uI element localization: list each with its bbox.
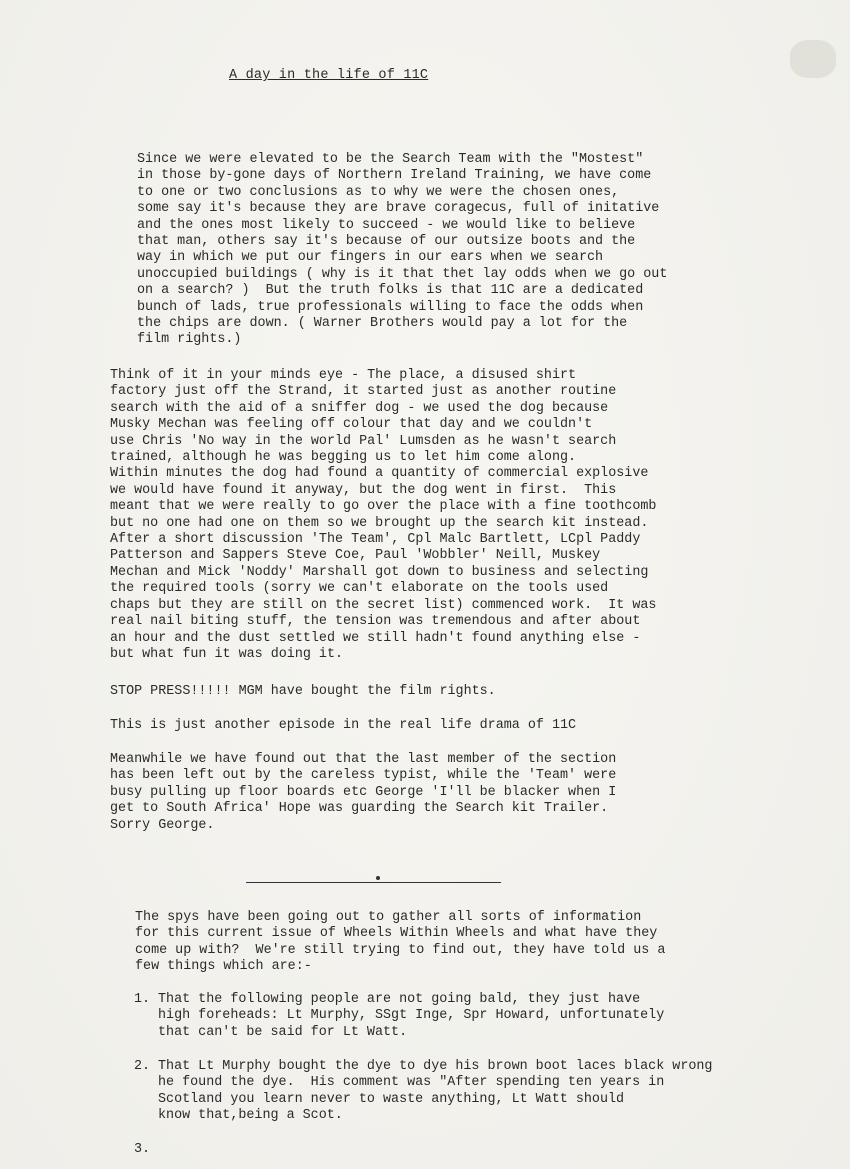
- list-number: 2.: [134, 1059, 151, 1074]
- paragraph-story: [110, 368, 656, 663]
- text-line: that can't be said for Lt Watt.: [158, 1024, 408, 1040]
- text-line: unoccupied buildings ( why is it that thet lay odds when we go out: [137, 266, 668, 282]
- text-line: Think of it in your minds eye - The place, a disused shirt: [110, 368, 577, 383]
- text-line: That Lt Murphy bought the dye to dye his brown boot laces black wrong: [158, 1059, 713, 1074]
- text-line: few things which are:-: [135, 959, 312, 975]
- paragraph-george: [110, 752, 616, 834]
- section-divider: [246, 882, 501, 883]
- paragraph-intro: [137, 152, 667, 349]
- text-line: high foreheads: Lt Murphy, SSgt Inge, Spr Howard, unfortunately: [158, 1008, 665, 1024]
- text-line: but what fun it was doing it.: [110, 646, 344, 662]
- list-number-trailing: 3.: [134, 1142, 151, 1157]
- text-line: search with the aid of a sniffer dog - we used the dog because: [110, 400, 609, 416]
- text-line: an hour and the dust settled we still hadn't found anything else -: [110, 630, 641, 646]
- text-line: but no one had one on them so we brought up the search kit instead.: [110, 515, 649, 531]
- text-line: meant that we were really to go over the place with a fine toothcomb: [110, 499, 657, 515]
- ink-smudge: [790, 40, 836, 78]
- text-line: Sorry George.: [110, 817, 215, 833]
- text-line: The spys have been going out to gather all sorts of information: [135, 910, 642, 925]
- text-line: the chips are down. ( Warner Brothers would pay a lot for the: [137, 316, 628, 332]
- text-line: for this current issue of Wheels Within Wheels and what have they: [135, 926, 658, 942]
- text-line: he found the dye. His comment was "After spending ten years in: [158, 1075, 665, 1091]
- text-line: real nail biting stuff, the tension was tremendous and after about: [110, 614, 641, 630]
- page-title: A day in the life of 11C: [229, 68, 429, 83]
- text-line: has been left out by the careless typist, while the 'Team' were: [110, 768, 617, 784]
- text-line: factory just off the Strand, it started just as another routine: [110, 384, 617, 400]
- text-line: get to South Africa' Hope was guarding the Search kit Trailer.: [110, 801, 609, 817]
- text-line: in those by-gone days of Northern Ireland Training, we have come: [137, 168, 652, 184]
- text-line: that man, others say it's because of our outsize boots and the: [137, 234, 636, 250]
- text-line: After a short discussion 'The Team', Cpl Malc Bartlett, LCpl Paddy: [110, 532, 641, 548]
- text-line: way in which we put our fingers in our ears when we search: [137, 250, 604, 266]
- text-line: come up with? We're still trying to find out, they have told us a: [135, 942, 666, 958]
- list-item-body: [158, 1059, 712, 1125]
- text-line: That the following people are not going bald, they just have: [158, 992, 641, 1007]
- text-line: on a search? ) But the truth folks is that 11C are a dedicated: [137, 283, 644, 299]
- paragraph-spys: [135, 910, 665, 976]
- list-number: 1.: [134, 992, 151, 1007]
- text-line: busy pulling up floor boards etc George 'I'll be blacker when I: [110, 784, 617, 800]
- text-line: Meanwhile we have found out that the last member of the section: [110, 752, 617, 767]
- text-line: Within minutes the dog had found a quantity of commercial explosive: [110, 466, 649, 482]
- text-line: and the ones most likely to succeed - we would like to believe: [137, 217, 636, 233]
- text-line: trained, although he was begging us to let him come along.: [110, 450, 577, 466]
- text-line: bunch of lads, true professionals willing to face the odds when: [137, 299, 644, 315]
- text-line: Musky Mechan was feeling off colour that day and we couldn't: [110, 417, 593, 433]
- episode-line: This is just another episode in the real life drama of 11C: [110, 718, 577, 733]
- text-line: Mechan and Mick 'Noddy' Marshall got down to business and selecting: [110, 564, 649, 580]
- text-line: film rights.): [137, 332, 242, 348]
- text-line: chaps but they are still on the secret list) commenced work. It was: [110, 597, 657, 613]
- text-line: Since we were elevated to be the Search Team with the "Mostest": [137, 152, 644, 167]
- text-line: use Chris 'No way in the world Pal' Lumsden as he wasn't search: [110, 433, 617, 449]
- stop-press-line: STOP PRESS!!!!! MGM have bought the film rights.: [110, 684, 496, 699]
- text-line: Patterson and Sappers Steve Coe, Paul 'Wobbler' Neill, Muskey: [110, 548, 601, 564]
- text-line: know that,being a Scot.: [158, 1108, 343, 1124]
- text-line: we would have found it anyway, but the dog went in first. This: [110, 482, 617, 498]
- divider-dot: [376, 876, 380, 880]
- text-line: to one or two conclusions as to why we were the chosen ones,: [137, 184, 620, 200]
- list-item-body: [158, 992, 664, 1041]
- text-line: the required tools (sorry we can't elaborate on the tools used: [110, 581, 609, 597]
- text-line: some say it's because they are brave coragecus, full of initative: [137, 201, 660, 217]
- text-line: Scotland you learn never to waste anything, Lt Watt should: [158, 1091, 625, 1107]
